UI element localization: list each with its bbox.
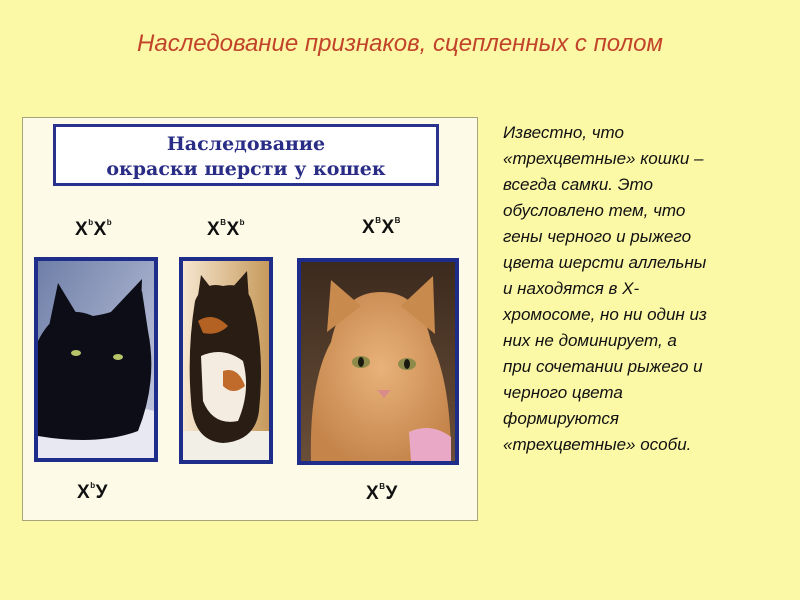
black-cat-photo <box>34 257 158 462</box>
genotype-ginger-male: $X^BУ$ <box>366 482 398 504</box>
genotype-black-female: $X^bX^b$ <box>75 218 113 240</box>
explanation-text: Известно, что «трехцветные» кошки – всегда самки. Это обусловлено тем, что гены черного и рыжего цвета шерсти аллельны и находятся в Х- хромосоме, но ни один из них не доминирует, а при сочетании рыжего и черного цвета формируются «трехцветные» особи. <box>503 123 707 454</box>
ginger-cat-photo <box>297 258 459 465</box>
slide-title: Наследование признаков, сцепленных с полом <box>137 30 663 57</box>
banner-line-2: окраски шерсти у кошек <box>106 158 386 180</box>
genotype-tortoiseshell-female: $X^BX^b$ <box>207 218 246 240</box>
figure-banner <box>53 124 439 186</box>
tortoiseshell-cat-photo <box>179 257 273 464</box>
inheritance-figure-panel <box>22 117 478 521</box>
banner-line-1: Наследование <box>166 133 326 155</box>
genotype-black-male: $X^bУ$ <box>77 481 108 503</box>
genotype-ginger-female: $X^BX^B$ <box>362 216 401 238</box>
